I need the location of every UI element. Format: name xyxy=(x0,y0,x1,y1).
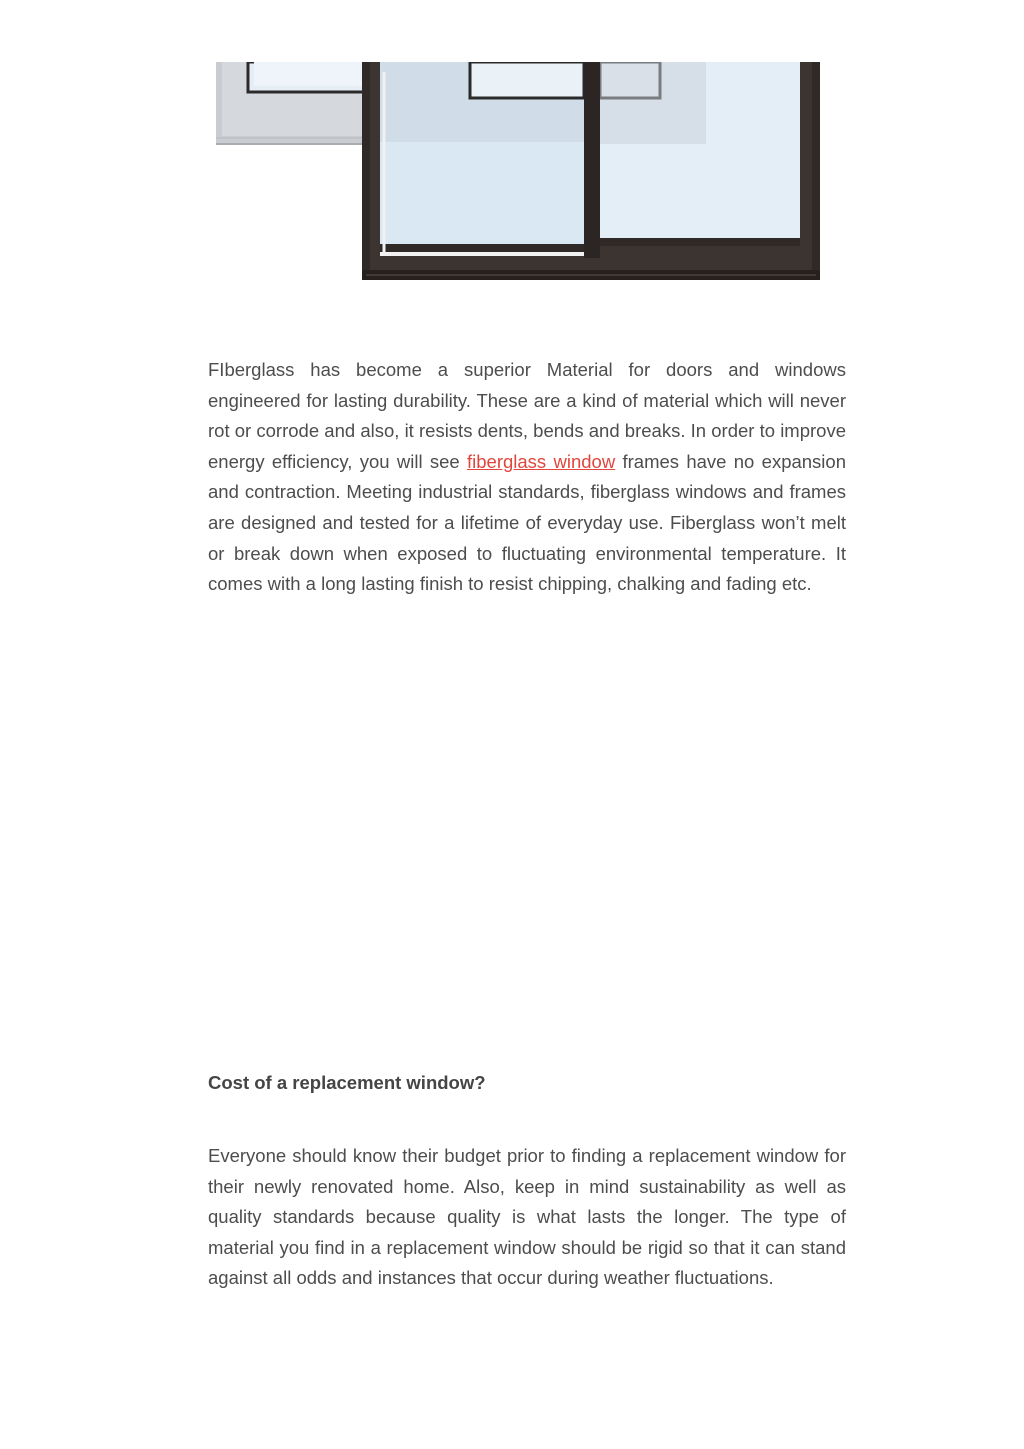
intro-text-after-link: frames have no expansion and contraction. Meeting industrial standards, fiberglass windows and frames are designed and tested for a lifetime of everyday use. Fiberglass won’t melt or break down when exposed to fluctuating environmental temperature. It comes with a long lasting finish to resist chipping, chalking and fading etc. xyxy=(208,450,846,595)
cost-paragraph: Everyone should know their budget prior to finding a replacement window for their newly renovated home. Also, keep in mind sustainability as well as quality standards because quality is what lasts the longer. The type of material you find in a replacement window should be rigid so that it can stand against all odds and instances that occur during weather fluctuations. xyxy=(208,1145,846,1289)
fiberglass-window-link[interactable]: fiberglass window xyxy=(467,450,616,472)
section-heading: Cost of a replacement window? xyxy=(208,1072,486,1093)
window-frames-image xyxy=(208,62,848,317)
intro-text-before-link: FIberglass has become a superior Material for doors and windows engineered for lasting durability. These are a kind of material which will never rot or corrode and also, it resists dents, bends and breaks. In order to improve energy efficiency, you will see xyxy=(208,359,846,472)
dark-frame xyxy=(362,62,820,280)
intro-paragraph xyxy=(208,355,846,600)
